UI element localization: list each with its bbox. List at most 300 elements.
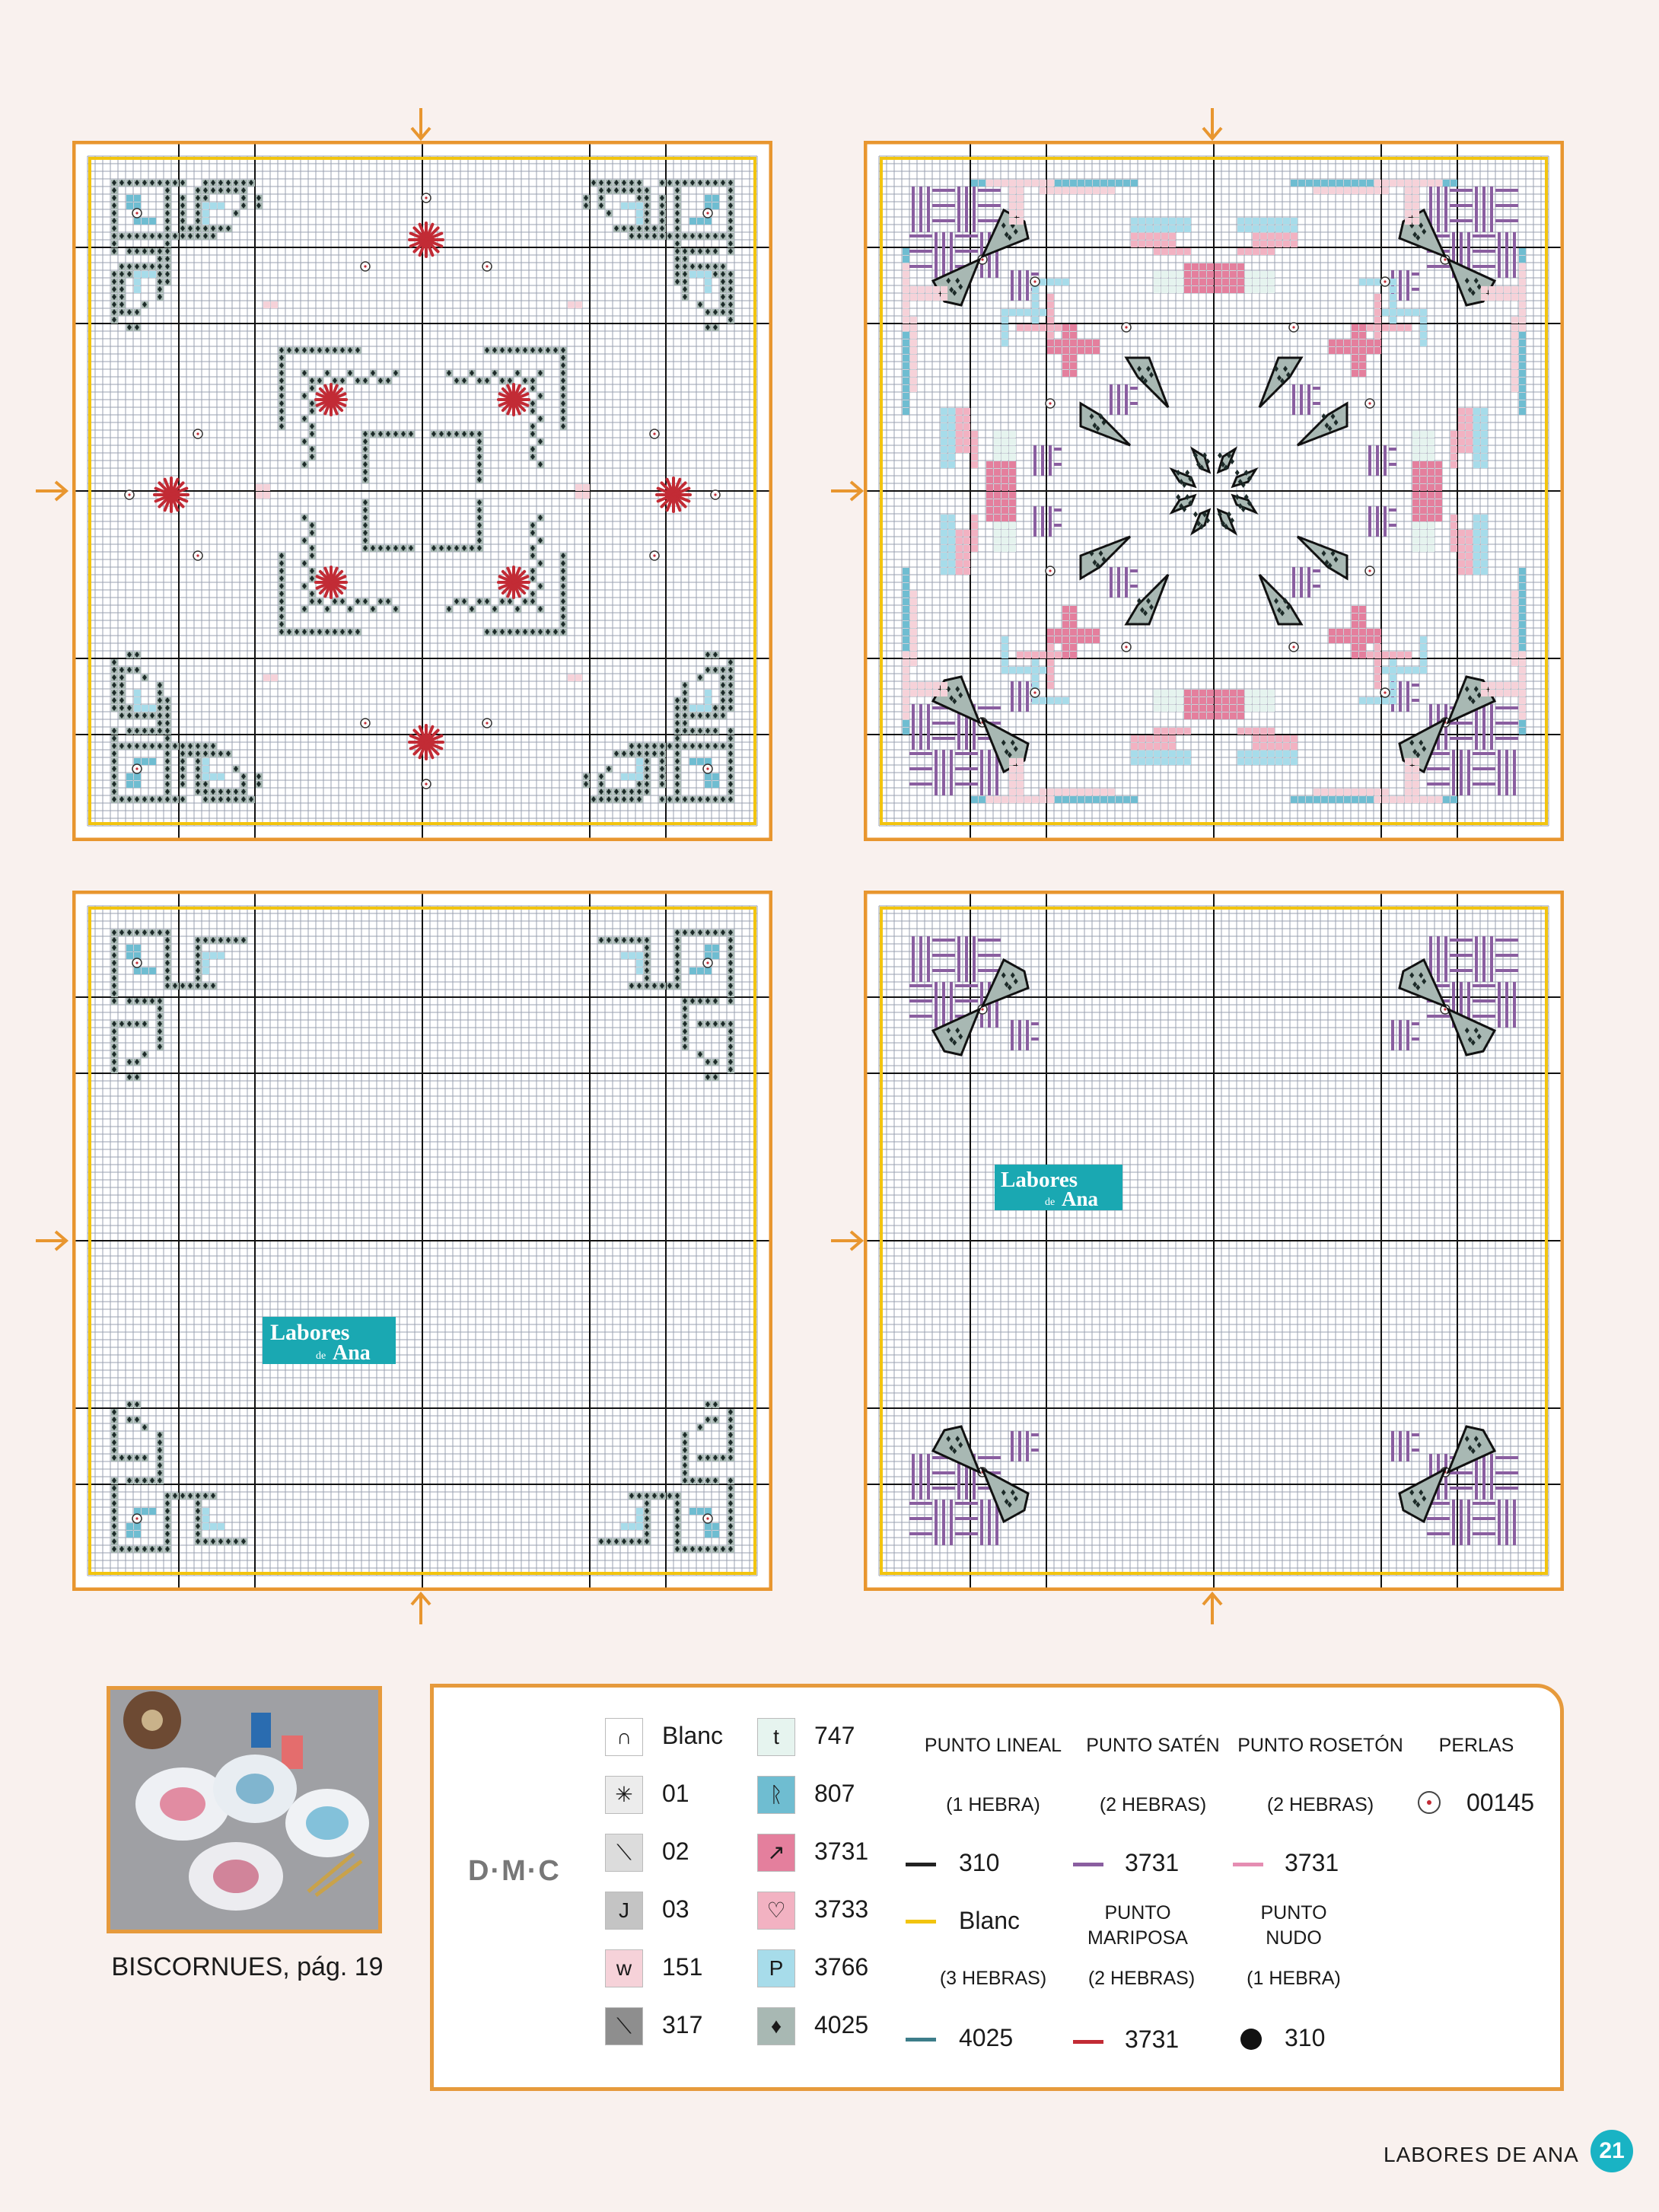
stitch-3766	[1253, 758, 1259, 765]
stitch-807	[1055, 180, 1062, 186]
satin-stitch	[1488, 984, 1495, 987]
stitch-151	[1405, 781, 1412, 788]
satin-stitch	[912, 936, 915, 951]
stitch-3731	[1367, 629, 1374, 636]
satin-stitch	[1513, 1530, 1516, 1545]
stitch-747	[1412, 530, 1419, 537]
stitch-3766	[941, 560, 947, 567]
satin-stitch	[935, 1515, 938, 1530]
stitch-3731	[1352, 652, 1358, 658]
pearl-marker-center	[981, 1008, 983, 1010]
satin-stitch	[1110, 384, 1113, 400]
satin-stitch	[1498, 1012, 1501, 1028]
satin-stitch	[935, 780, 938, 795]
stitch-807	[903, 720, 909, 727]
stitch-3766	[1032, 659, 1039, 666]
stitch-3733	[1283, 735, 1290, 742]
stitch-151	[1329, 187, 1336, 194]
satin-stitch	[1018, 285, 1021, 301]
stitch-3766	[1237, 218, 1244, 225]
stitch-3733	[971, 431, 978, 438]
stitch-3731	[1207, 697, 1214, 704]
satin-stitch	[1505, 780, 1508, 795]
stitch-3766	[1040, 279, 1046, 285]
stitch-807	[1298, 796, 1305, 803]
satin-stitch	[965, 1484, 968, 1500]
satin-stitch	[1026, 270, 1029, 285]
stitch-3731	[1420, 492, 1427, 499]
satin-stitch	[932, 737, 940, 740]
satin-stitch	[1475, 217, 1478, 232]
stitch-807	[903, 598, 909, 605]
satin-stitch	[1435, 752, 1442, 755]
stitch-747	[994, 431, 1001, 438]
stitch-807	[126, 773, 133, 780]
stitch-151	[933, 690, 940, 696]
stitch-151	[1519, 279, 1526, 285]
thread-code-blanc: Blanc	[662, 1722, 724, 1749]
satin-stitch	[1110, 567, 1113, 582]
stitch-807	[1108, 180, 1115, 186]
satin-stitch	[1054, 463, 1062, 466]
stitch-3731	[1412, 461, 1419, 468]
stitch-3766	[1260, 758, 1267, 765]
thread-code-03: 03	[662, 1895, 689, 1923]
stitch-747	[1260, 286, 1267, 293]
stitch-3766	[1473, 454, 1480, 461]
stitch-3731	[1062, 339, 1069, 346]
stitch-3766	[1382, 667, 1389, 674]
arrow-up-icon	[407, 1589, 435, 1626]
stitch-747	[1412, 446, 1419, 453]
stitch-3766	[1032, 667, 1039, 674]
satin-stitch	[1480, 782, 1488, 786]
stitch-151	[1390, 180, 1396, 186]
stitch-807	[1070, 796, 1077, 803]
stitch-3766	[1481, 431, 1488, 438]
pearl-marker-center	[196, 554, 199, 556]
stitch-151	[256, 484, 263, 491]
satin-stitch	[1488, 1517, 1495, 1520]
stitch-747	[1420, 446, 1427, 453]
stitch-3731	[1070, 370, 1077, 377]
stitch-3766	[1481, 568, 1488, 575]
stitch-3731	[1222, 271, 1229, 278]
stitch-151	[1374, 796, 1381, 803]
lineal-310: 310	[959, 1849, 1000, 1876]
mariposa-hebras: (2 HEBRAS)	[1087, 1968, 1196, 1989]
satin-stitch	[1300, 567, 1303, 582]
thread-code-317: 317	[662, 2011, 703, 2038]
stitch-151	[1040, 789, 1046, 795]
satin-stitch	[1467, 997, 1470, 1012]
stitch-747	[1001, 438, 1008, 445]
stitch-3766	[629, 202, 635, 209]
satin-stitch	[1482, 719, 1485, 735]
satin-stitch	[1389, 508, 1396, 512]
stitch-3731	[1359, 355, 1366, 362]
satin-stitch	[1457, 1487, 1465, 1490]
satin-stitch	[1049, 461, 1052, 476]
stitch-807	[1519, 591, 1526, 598]
satin-stitch	[1490, 1469, 1493, 1484]
stitch-151	[903, 659, 909, 666]
stitch-807	[1519, 621, 1526, 628]
stitch-151	[1093, 789, 1100, 795]
stitch-807	[126, 781, 133, 788]
stitch-151	[1024, 796, 1031, 803]
stitch-747	[1161, 697, 1168, 704]
stitch-151	[1405, 773, 1412, 780]
stitch-807	[903, 362, 909, 369]
satin-stitch	[1389, 448, 1396, 451]
stitch-3766	[1268, 225, 1275, 232]
satin-stitch	[950, 780, 953, 795]
satin-stitch	[1444, 936, 1447, 951]
satin-stitch	[1442, 234, 1450, 237]
stitch-747	[994, 537, 1001, 544]
satin-stitch	[965, 202, 968, 217]
satin-stitch	[935, 997, 938, 1012]
stitch-151	[1481, 682, 1488, 689]
stitch-3766	[1473, 438, 1480, 445]
stitch-3766	[1390, 301, 1396, 308]
stitch-747	[1001, 522, 1008, 529]
satin-stitch	[970, 1502, 978, 1505]
satin-stitch	[1495, 204, 1503, 207]
stitch-3731	[1055, 347, 1062, 354]
satin-stitch	[1475, 1484, 1478, 1500]
satin-stitch	[1488, 1532, 1495, 1535]
stitch-3733	[1161, 728, 1168, 735]
satin-stitch	[1406, 1446, 1409, 1461]
stitch-3766	[210, 773, 217, 780]
stitch-3731	[1329, 347, 1336, 354]
stitch-3733	[1245, 728, 1252, 735]
satin-stitch	[947, 189, 955, 192]
stitch-3766	[705, 705, 712, 712]
stitch-3731	[1215, 697, 1221, 704]
satin-stitch	[935, 247, 938, 263]
stitch-3731	[1009, 461, 1016, 468]
stitch-3766	[1390, 317, 1396, 324]
satin-stitch	[1412, 1433, 1419, 1436]
satin-stitch	[988, 780, 991, 795]
thread-code-02: 02	[662, 1837, 689, 1865]
stitch-3731	[1085, 629, 1092, 636]
stitch-3766	[1032, 674, 1039, 681]
stitch-3733	[1047, 317, 1054, 324]
stitch-151	[903, 301, 909, 308]
stitch-151	[1496, 682, 1503, 689]
satin-stitch	[1033, 506, 1036, 521]
stitch-151	[1382, 180, 1389, 186]
satin-stitch	[1482, 735, 1485, 750]
stitch-3733	[1374, 682, 1381, 689]
stitch-747	[994, 446, 1001, 453]
stitch-747	[1428, 522, 1435, 529]
stitch-3731	[1359, 606, 1366, 613]
stitch-3766	[697, 705, 704, 712]
thread-code-3733: 3733	[814, 1895, 869, 1923]
stitch-151	[271, 301, 278, 308]
satin-stitch	[970, 250, 978, 253]
satin-stitch	[927, 936, 930, 951]
satin-stitch	[1503, 1471, 1511, 1474]
satin-stitch	[935, 750, 938, 765]
stitch-151	[994, 796, 1001, 803]
stitch-3733	[1374, 659, 1381, 666]
satin-stitch	[957, 1469, 960, 1484]
satin-stitch	[965, 186, 968, 202]
satin-stitch	[1450, 969, 1457, 972]
stitch-3731	[1184, 705, 1191, 712]
stitch-3766	[1283, 225, 1290, 232]
stitch-3733	[1268, 743, 1275, 750]
satin-stitch	[1435, 1517, 1442, 1520]
satin-stitch	[909, 265, 917, 268]
stitch-3733	[1382, 324, 1389, 331]
satin-stitch	[1018, 270, 1021, 285]
satin-stitch	[1427, 1015, 1435, 1018]
satin-stitch	[1475, 202, 1478, 217]
stitch-3731	[1230, 712, 1237, 719]
stitch-3766	[1032, 317, 1039, 324]
stitch-151	[1405, 789, 1412, 795]
stitch-3733	[1032, 324, 1039, 331]
stitch-747	[1420, 454, 1427, 461]
stitch-151	[925, 294, 932, 301]
satin-stitch	[940, 954, 947, 957]
stitch-3766	[1390, 309, 1396, 316]
stitch-151	[1329, 789, 1336, 795]
stitch-3766	[941, 446, 947, 453]
stitch-747	[1001, 446, 1008, 453]
stitch-151	[1009, 195, 1016, 202]
satin-stitch	[965, 951, 968, 967]
stitch-3766	[1146, 218, 1153, 225]
pearl-marker-center	[706, 1517, 708, 1519]
satin-stitch	[1473, 999, 1480, 1002]
satin-stitch	[947, 969, 955, 972]
satin-stitch	[917, 984, 925, 987]
satin-stitch	[940, 722, 947, 725]
stitch-3766	[621, 952, 628, 959]
satin-stitch	[1300, 384, 1303, 400]
stitch-151	[1093, 187, 1100, 194]
stitch-151	[1017, 187, 1024, 194]
stitch-151	[903, 286, 909, 293]
stitch-747	[1253, 279, 1259, 285]
stitch-3733	[1245, 248, 1252, 255]
satin-stitch	[917, 1532, 925, 1535]
stitch-151	[1374, 789, 1381, 795]
satin-stitch	[973, 186, 976, 202]
satin-stitch	[1488, 234, 1495, 237]
satin-stitch	[993, 189, 1001, 192]
stitch-3731	[1435, 515, 1442, 521]
satin-stitch	[980, 765, 983, 780]
satin-stitch	[1488, 250, 1495, 253]
stitch-3733	[1450, 461, 1457, 468]
stitch-3766	[1481, 530, 1488, 537]
satin-stitch	[1490, 936, 1493, 951]
stitch-151	[925, 286, 932, 293]
stitch-151	[1519, 271, 1526, 278]
satin-stitch	[1376, 521, 1379, 537]
satin-stitch	[1399, 1446, 1402, 1461]
stitch-3733	[1161, 241, 1168, 247]
satin-stitch	[978, 1456, 986, 1459]
stitch-807	[126, 945, 133, 951]
stitch-151	[1078, 789, 1084, 795]
stitch-3731	[1359, 629, 1366, 636]
satin-stitch	[1399, 696, 1402, 712]
stitch-747	[1428, 454, 1435, 461]
satin-stitch	[1391, 1446, 1394, 1461]
thread-code-3731: 3731	[814, 1837, 869, 1865]
satin-stitch	[919, 1469, 922, 1484]
stitch-3766	[948, 568, 955, 575]
stitch-3733	[971, 446, 978, 453]
satin-stitch	[935, 263, 938, 278]
stitch-3731	[1062, 370, 1069, 377]
stitch-3766	[1001, 652, 1008, 658]
satin-stitch	[935, 1012, 938, 1028]
satin-stitch	[957, 202, 960, 217]
satin-stitch	[1412, 1022, 1419, 1025]
stitch-3731	[1336, 629, 1343, 636]
satin-stitch	[919, 1484, 922, 1500]
pearl-marker-center	[1125, 645, 1127, 648]
satin-stitch	[1450, 204, 1457, 207]
stitch-3766	[1245, 218, 1252, 225]
stitch-151	[1085, 789, 1092, 795]
stitch-807	[1078, 796, 1084, 803]
stitch-151	[1481, 286, 1488, 293]
stitch-3731	[1237, 705, 1244, 712]
satin-stitch	[986, 969, 993, 972]
stitch-807	[149, 1508, 156, 1515]
stitch-3731	[1352, 614, 1358, 620]
satin-stitch	[1473, 767, 1480, 770]
rosette-stitch	[409, 223, 443, 257]
stitch-151	[910, 690, 917, 696]
stitch-151	[933, 294, 940, 301]
stitch-3733	[1253, 241, 1259, 247]
stitch-3731	[1359, 339, 1366, 346]
stitch-3766	[1481, 560, 1488, 567]
satin-stitch	[970, 234, 978, 237]
satin-stitch	[963, 752, 970, 755]
stitch-151	[1511, 682, 1518, 689]
lineal-blanc: Blanc	[959, 1907, 1021, 1934]
stitch-747	[1169, 690, 1176, 696]
stitch-747	[1169, 697, 1176, 704]
stitch-3733	[1146, 735, 1153, 742]
satin-stitch	[919, 704, 922, 719]
stitch-3731	[986, 477, 993, 483]
stitch-3731	[1199, 712, 1206, 719]
satin-stitch	[1444, 202, 1447, 217]
stitch-3766	[1268, 758, 1275, 765]
stitch-3766	[1420, 309, 1427, 316]
stitch-3731	[1435, 507, 1442, 514]
chart-grid	[864, 141, 1564, 841]
page-number-badge: 21	[1591, 2130, 1633, 2172]
stitch-151	[1519, 705, 1526, 712]
satin-stitch	[925, 782, 932, 786]
stitch-3766	[1138, 225, 1145, 232]
satin-stitch	[986, 1456, 993, 1459]
stitch-151	[1511, 614, 1518, 620]
stitch-3731	[1367, 347, 1374, 354]
satin-stitch	[1503, 706, 1511, 709]
satin-stitch	[932, 939, 940, 942]
satin-stitch	[1457, 737, 1465, 740]
stitch-3731	[1352, 347, 1358, 354]
satin-stitch	[995, 263, 998, 278]
satin-stitch	[1130, 387, 1138, 390]
satin-stitch	[1498, 263, 1501, 278]
stitch-3766	[1154, 218, 1161, 225]
satin-stitch	[1054, 448, 1062, 451]
stitch-151	[925, 690, 932, 696]
stitch-3733	[1458, 537, 1465, 544]
stitch-3766	[1138, 758, 1145, 765]
satin-stitch	[942, 750, 945, 765]
stitch-747	[1001, 454, 1008, 461]
thread-code-151: 151	[662, 1953, 703, 1981]
stitch-807	[689, 1508, 696, 1515]
satin-stitch	[963, 999, 970, 1002]
stitch-151	[1024, 180, 1031, 186]
stitch-3766	[218, 952, 224, 959]
stitch-151	[910, 347, 917, 354]
satin-stitch	[917, 265, 925, 268]
stitch-3766	[1268, 218, 1275, 225]
stitch-3731	[1093, 339, 1100, 346]
stitch-151	[1489, 690, 1495, 696]
thread-symbol-03: J	[605, 1892, 643, 1930]
stitch-151	[1367, 789, 1374, 795]
thread-symbol-317: ⟍	[605, 2007, 643, 2045]
stitch-807	[1108, 796, 1115, 803]
stitch-747	[1420, 438, 1427, 445]
stitch-151	[1405, 758, 1412, 765]
stitch-3731	[1428, 507, 1435, 514]
satin-stitch	[1467, 232, 1470, 247]
satin-stitch	[1513, 1515, 1516, 1530]
satin-stitch	[978, 189, 986, 192]
satin-stitch	[1452, 1530, 1455, 1545]
satin-stitch	[1511, 1487, 1518, 1490]
satin-stitch	[917, 767, 925, 770]
stitch-807	[705, 945, 712, 951]
stitch-151	[1511, 606, 1518, 613]
stitch-3766	[202, 1523, 209, 1530]
stitch-3766	[1481, 522, 1488, 529]
satin-stitch	[1480, 234, 1488, 237]
stitch-3733	[1466, 545, 1473, 552]
stitch-3731	[1344, 339, 1351, 346]
stitch-807	[1359, 180, 1366, 186]
stitch-3731	[1359, 636, 1366, 643]
thread-code-747: 747	[814, 1722, 855, 1749]
stitch-747	[1009, 522, 1016, 529]
stitch-151	[1070, 187, 1077, 194]
stitch-3733	[1055, 652, 1062, 658]
